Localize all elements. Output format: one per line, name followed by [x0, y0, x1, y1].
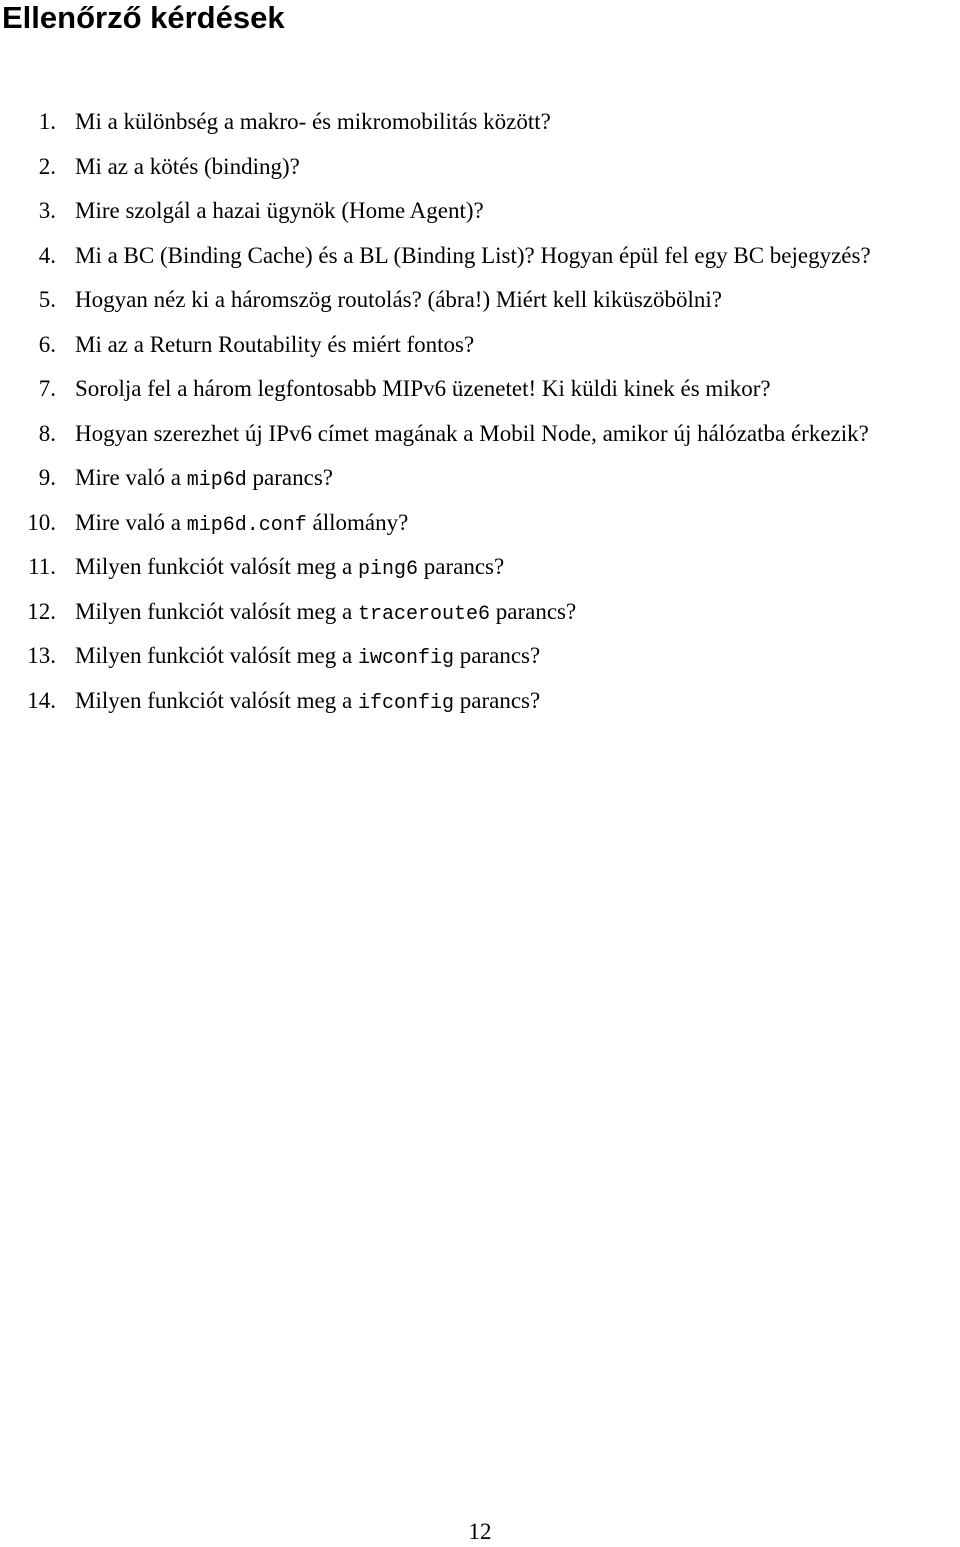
question-text	[75, 634, 540, 682]
question-number: 3.	[38, 198, 56, 223]
question-text	[75, 323, 474, 368]
question-text-part: Mire szolgál a hazai ügynök (Home Agent)?	[75, 198, 484, 223]
question-text-part: Mire való a	[75, 465, 187, 490]
question-text	[75, 501, 408, 549]
question-number: 11.	[28, 554, 56, 579]
question-text-part: Mi az a kötés (binding)?	[75, 153, 300, 179]
question-text-part: parancs?	[454, 687, 541, 713]
question-text-part: Hogyan szerezhet új IPv6 címet magának a Mobil Node, amikor új hálózatba érkezik?	[75, 420, 869, 446]
command-name: ping6	[357, 558, 418, 581]
question-number: 6.	[38, 331, 56, 357]
question-number: 7.	[38, 376, 56, 401]
question-text	[75, 234, 871, 279]
question-text	[75, 189, 484, 234]
command-name: traceroute6	[357, 602, 491, 626]
question-number: 1.	[38, 109, 56, 134]
command-name: mip6d	[186, 469, 247, 492]
question-number: 4.	[38, 242, 56, 268]
question-text-part: Mi az a Return Routability és miért fontos?	[75, 331, 475, 357]
question-text	[75, 278, 722, 323]
question-text-part: Mire való a	[75, 509, 187, 535]
command-name: mip6d.conf	[186, 513, 307, 537]
question-text-part: parancs?	[490, 598, 577, 624]
question-number: 5.	[38, 287, 56, 312]
question-text	[75, 412, 869, 457]
question-text-part: Milyen funkciót valósít meg a	[75, 554, 358, 579]
question-number: 9.	[38, 465, 56, 490]
question-text	[75, 145, 300, 190]
question-number: 14.	[27, 687, 56, 713]
question-number: 12.	[27, 598, 56, 624]
question-number: 13.	[27, 643, 56, 668]
question-text	[75, 100, 551, 145]
command-name: ifconfig	[357, 691, 454, 715]
question-text-part: parancs?	[454, 643, 541, 668]
question-text-part: Milyen funkciót valósít meg a	[75, 598, 358, 624]
question-number: 2.	[38, 153, 56, 179]
question-text-part: Milyen funkciót valósít meg a	[75, 643, 358, 668]
page-number: 12	[468, 1519, 492, 1544]
question-text-part: Mi a különbség a makro- és mikromobilitás között?	[75, 109, 551, 134]
question-text	[75, 456, 333, 504]
question-text-part: parancs?	[246, 465, 333, 490]
question-number: 10.	[27, 509, 56, 535]
question-text-part: Hogyan néz ki a háromszög routolás? (ábra!) Miért kell kiküszöbölni?	[75, 287, 722, 312]
question-text	[75, 590, 576, 638]
question-text-part: Milyen funkciót valósít meg a	[75, 687, 358, 713]
question-text-part: Mi a BC (Binding Cache) és a BL (Binding List)? Hogyan épül fel egy BC bejegyzés?	[75, 242, 871, 268]
command-name: iwconfig	[357, 647, 454, 670]
question-number: 8.	[38, 420, 56, 446]
question-text	[75, 545, 504, 593]
question-text-part: Sorolja fel a három legfontosabb MIPv6 üzenetet! Ki küldi kinek és mikor?	[75, 376, 771, 401]
page-title: Ellenőrző kérdések	[2, 0, 285, 35]
question-text-part: állomány?	[306, 509, 409, 535]
question-text-part: parancs?	[418, 554, 505, 579]
question-text	[75, 367, 771, 412]
question-text	[75, 679, 540, 727]
